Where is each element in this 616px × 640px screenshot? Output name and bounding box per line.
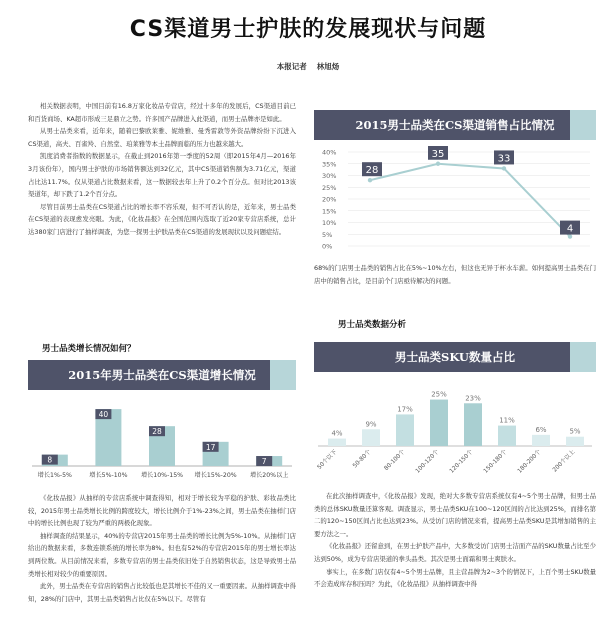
- data-point: [436, 162, 440, 166]
- right-bottom-text: [314, 490, 596, 591]
- data-label: 25%: [431, 390, 447, 399]
- data-label: 23%: [465, 394, 481, 403]
- right-bottom-paragraph: 事实上，在多数门店仅有4~5个男士品牌，且主营品牌为2~3个的情况下，上百个男士SKU数量不会造成库存积压吗？为此，《化妆品报》从抽样调查中得: [314, 567, 596, 589]
- y-tick-label: 35%: [322, 160, 337, 169]
- left-paragraph: 相关数据表明，中国目前有16.8万家化妆品专营店，经过十多年的发展后，CS渠道目前已和百货商场、KA超市形成三足鼎立之势。许多国产品牌进入此渠道，而男士品牌亦是如此。: [28, 102, 296, 123]
- data-label: 33: [497, 153, 511, 165]
- data-label: 17: [205, 442, 216, 452]
- category-label: 50-80个: [352, 449, 373, 470]
- bar: [362, 429, 380, 446]
- data-label: 28: [152, 427, 162, 437]
- category-label: 增长20%以上: [249, 472, 289, 479]
- bar: [396, 414, 414, 446]
- category-label: 120-150个: [448, 449, 475, 475]
- bar: [498, 426, 516, 446]
- category-label: 增长1%-5%: [37, 472, 72, 479]
- data-label: 4: [566, 223, 574, 235]
- data-point: [368, 178, 372, 182]
- share-caption-block: [314, 262, 596, 287]
- share-chart-banner: [314, 110, 596, 140]
- byline: [0, 61, 616, 72]
- category-label: 增长15%-20%: [194, 472, 237, 479]
- growth-section-heading: 男士品类增长情况如何？: [42, 344, 136, 354]
- bar: [328, 439, 346, 446]
- share-caption: 68%的门店男士品类的销售占比在5%~10%左右，但这也无异于杯水车薪。如何提高男士品类在门店中的销售占比，是目前个门店亟待解决的问题。: [314, 264, 596, 285]
- data-label: 35: [431, 148, 445, 160]
- article-title: CS渠道男士护肤的发展现状与问题: [129, 17, 487, 42]
- right-bottom-paragraph: 在此次抽样调查中，《化妆品报》发现，绝对大多数专营店系统仅有4~5个男士品牌，但男士品类的总体SKU数量还算客观。调查显示，男士品类SKU在100~120区间的占比达到25%，而排名第二的120~150区间占比也达到23%。从受访门店的情况来看，提高男士品类SKU是其增加销售的主要方法之一。: [314, 492, 596, 538]
- category-label: 50个以下: [316, 449, 339, 471]
- data-section-heading: 男士品类数据分析: [338, 320, 407, 330]
- category-label: 200个以上: [552, 449, 577, 474]
- sku-chart-banner: [314, 342, 596, 372]
- category-label: 180-200个: [516, 449, 543, 475]
- share-chart-title: 2015男士品类在CS渠道销售占比情况: [355, 118, 555, 132]
- left-paragraph: 尽管目前男士品类在CS渠道占比的增长率不容乐观，但不可否认的是，近年来，男士品类在CS渠道的表现愈发亮眼。为此，《化妆品报》在全国范围内选取了近20家专营店系统，总计达380家门店进行了抽样调查，为您一探男士护肤品类在CS渠道的发展现状以及问题症结。: [28, 202, 296, 236]
- left-bottom-paragraph: 抽样调查的结果显示，40%的专营店2015年男士品类的增长比例为5%-10%。从抽样门店给出的数据来看，多数连锁系统的增长率为8%。但也有52%的专营店2015年的男士增长率达到两位数。从目前情况来看，多数专营店的男士品类依旧处于自然销售状态，这是导致男士品类增长相对较少的重要原因。: [28, 531, 296, 578]
- left-bottom-paragraph: 《化妆品报》从抽样的专营店系统中调查得知，相对于增长较为平稳的护肤、彩妆品类比较，2015年男士品类增长比例的跨度较大，增长比例介于1%-23%之间，男士品类在抽样门店中的增长比例也现了较为严重的两极化现象。: [28, 494, 296, 528]
- y-tick-label: 25%: [322, 183, 337, 192]
- y-tick-label: 15%: [322, 207, 337, 216]
- data-label: 7: [261, 457, 267, 467]
- left-column-text: [28, 100, 296, 239]
- share-chart: [314, 146, 596, 258]
- y-tick-label: 5%: [322, 230, 333, 239]
- data-label: 9%: [365, 420, 377, 429]
- left-bottom-paragraph: 此外，男士品类在专营店的销售占比较低也是其增长不佳的又一重要因素。从抽样调查中得知，28%的门店中，其男士品类销售占比仅在5%以下。尽管有: [28, 582, 296, 603]
- series-line: [370, 164, 570, 237]
- banner-accent: [570, 342, 596, 372]
- banner-accent: [570, 110, 596, 140]
- y-tick-label: 10%: [322, 219, 337, 227]
- category-label: 100-120个: [414, 449, 441, 475]
- data-label: 4%: [331, 429, 343, 438]
- bar: [430, 400, 448, 446]
- sku-chart-title: 男士品类SKU数量占比: [395, 350, 515, 364]
- y-tick-label: 20%: [322, 195, 337, 204]
- right-bottom-paragraph: 《化妆品报》还留意到，在男士护肤产品中，大多数受访门店男士洁面产品的SKU数量占比至少达到50%，成为专营店渠道的拳头品类。其次是男士面霜和男士爽肤水。: [314, 542, 596, 563]
- category-label: 增长10%-15%: [140, 472, 184, 479]
- growth-chart-banner: [28, 360, 296, 390]
- bar: [532, 435, 550, 446]
- left-paragraph: 凯度消费者指数的数据显示，在截止到2016年第一季度的52周（即2015年4月—2016年3月该份年），国内男士护肤的市场销售额达到32亿元，其中CS渠道销售额为3.71亿元，渠道占比达11.7%。仅从渠道占比数据来看，这一数据较去年上升了0.2个百分点。但对比2013该渠道年，却下跌了1.2个百分点。: [28, 152, 296, 199]
- byline-role: 本报记者: [276, 62, 307, 71]
- data-point: [568, 234, 572, 238]
- data-label: 6%: [535, 425, 547, 434]
- data-label: 8: [47, 455, 53, 465]
- left-paragraph: 从男士品类来看，近年来，随着巴黎欧莱雅、妮维雅、曼秀雷敦等外资品牌纷纷下沉进入CS渠道，高夫、百雀羚、自然堂、珀莱雅等本土品牌面临的压力也越来越大。: [28, 127, 296, 148]
- category-label: 增长5%-10%: [89, 472, 128, 479]
- bar: [464, 403, 482, 446]
- category-label: 150-180个: [482, 449, 509, 475]
- banner-accent: [270, 360, 296, 390]
- data-label: 5%: [569, 427, 581, 436]
- sku-chart: [314, 376, 596, 480]
- data-label: 17%: [397, 405, 413, 414]
- y-tick-label: 0%: [322, 242, 333, 251]
- data-label: 11%: [499, 416, 515, 425]
- y-tick-label: 30%: [322, 172, 337, 180]
- data-label: 28: [365, 165, 379, 177]
- bar: [566, 437, 584, 446]
- growth-chart-title: 2015年男士品类在CS渠道增长情况: [68, 368, 256, 382]
- left-bottom-text: [28, 492, 296, 605]
- byline-name: 林旭炀: [316, 62, 340, 71]
- category-label: 80-100个: [383, 449, 407, 473]
- data-label: 40: [98, 410, 109, 420]
- y-tick-label: 40%: [322, 148, 337, 157]
- data-point: [502, 166, 506, 170]
- growth-chart: [28, 392, 296, 484]
